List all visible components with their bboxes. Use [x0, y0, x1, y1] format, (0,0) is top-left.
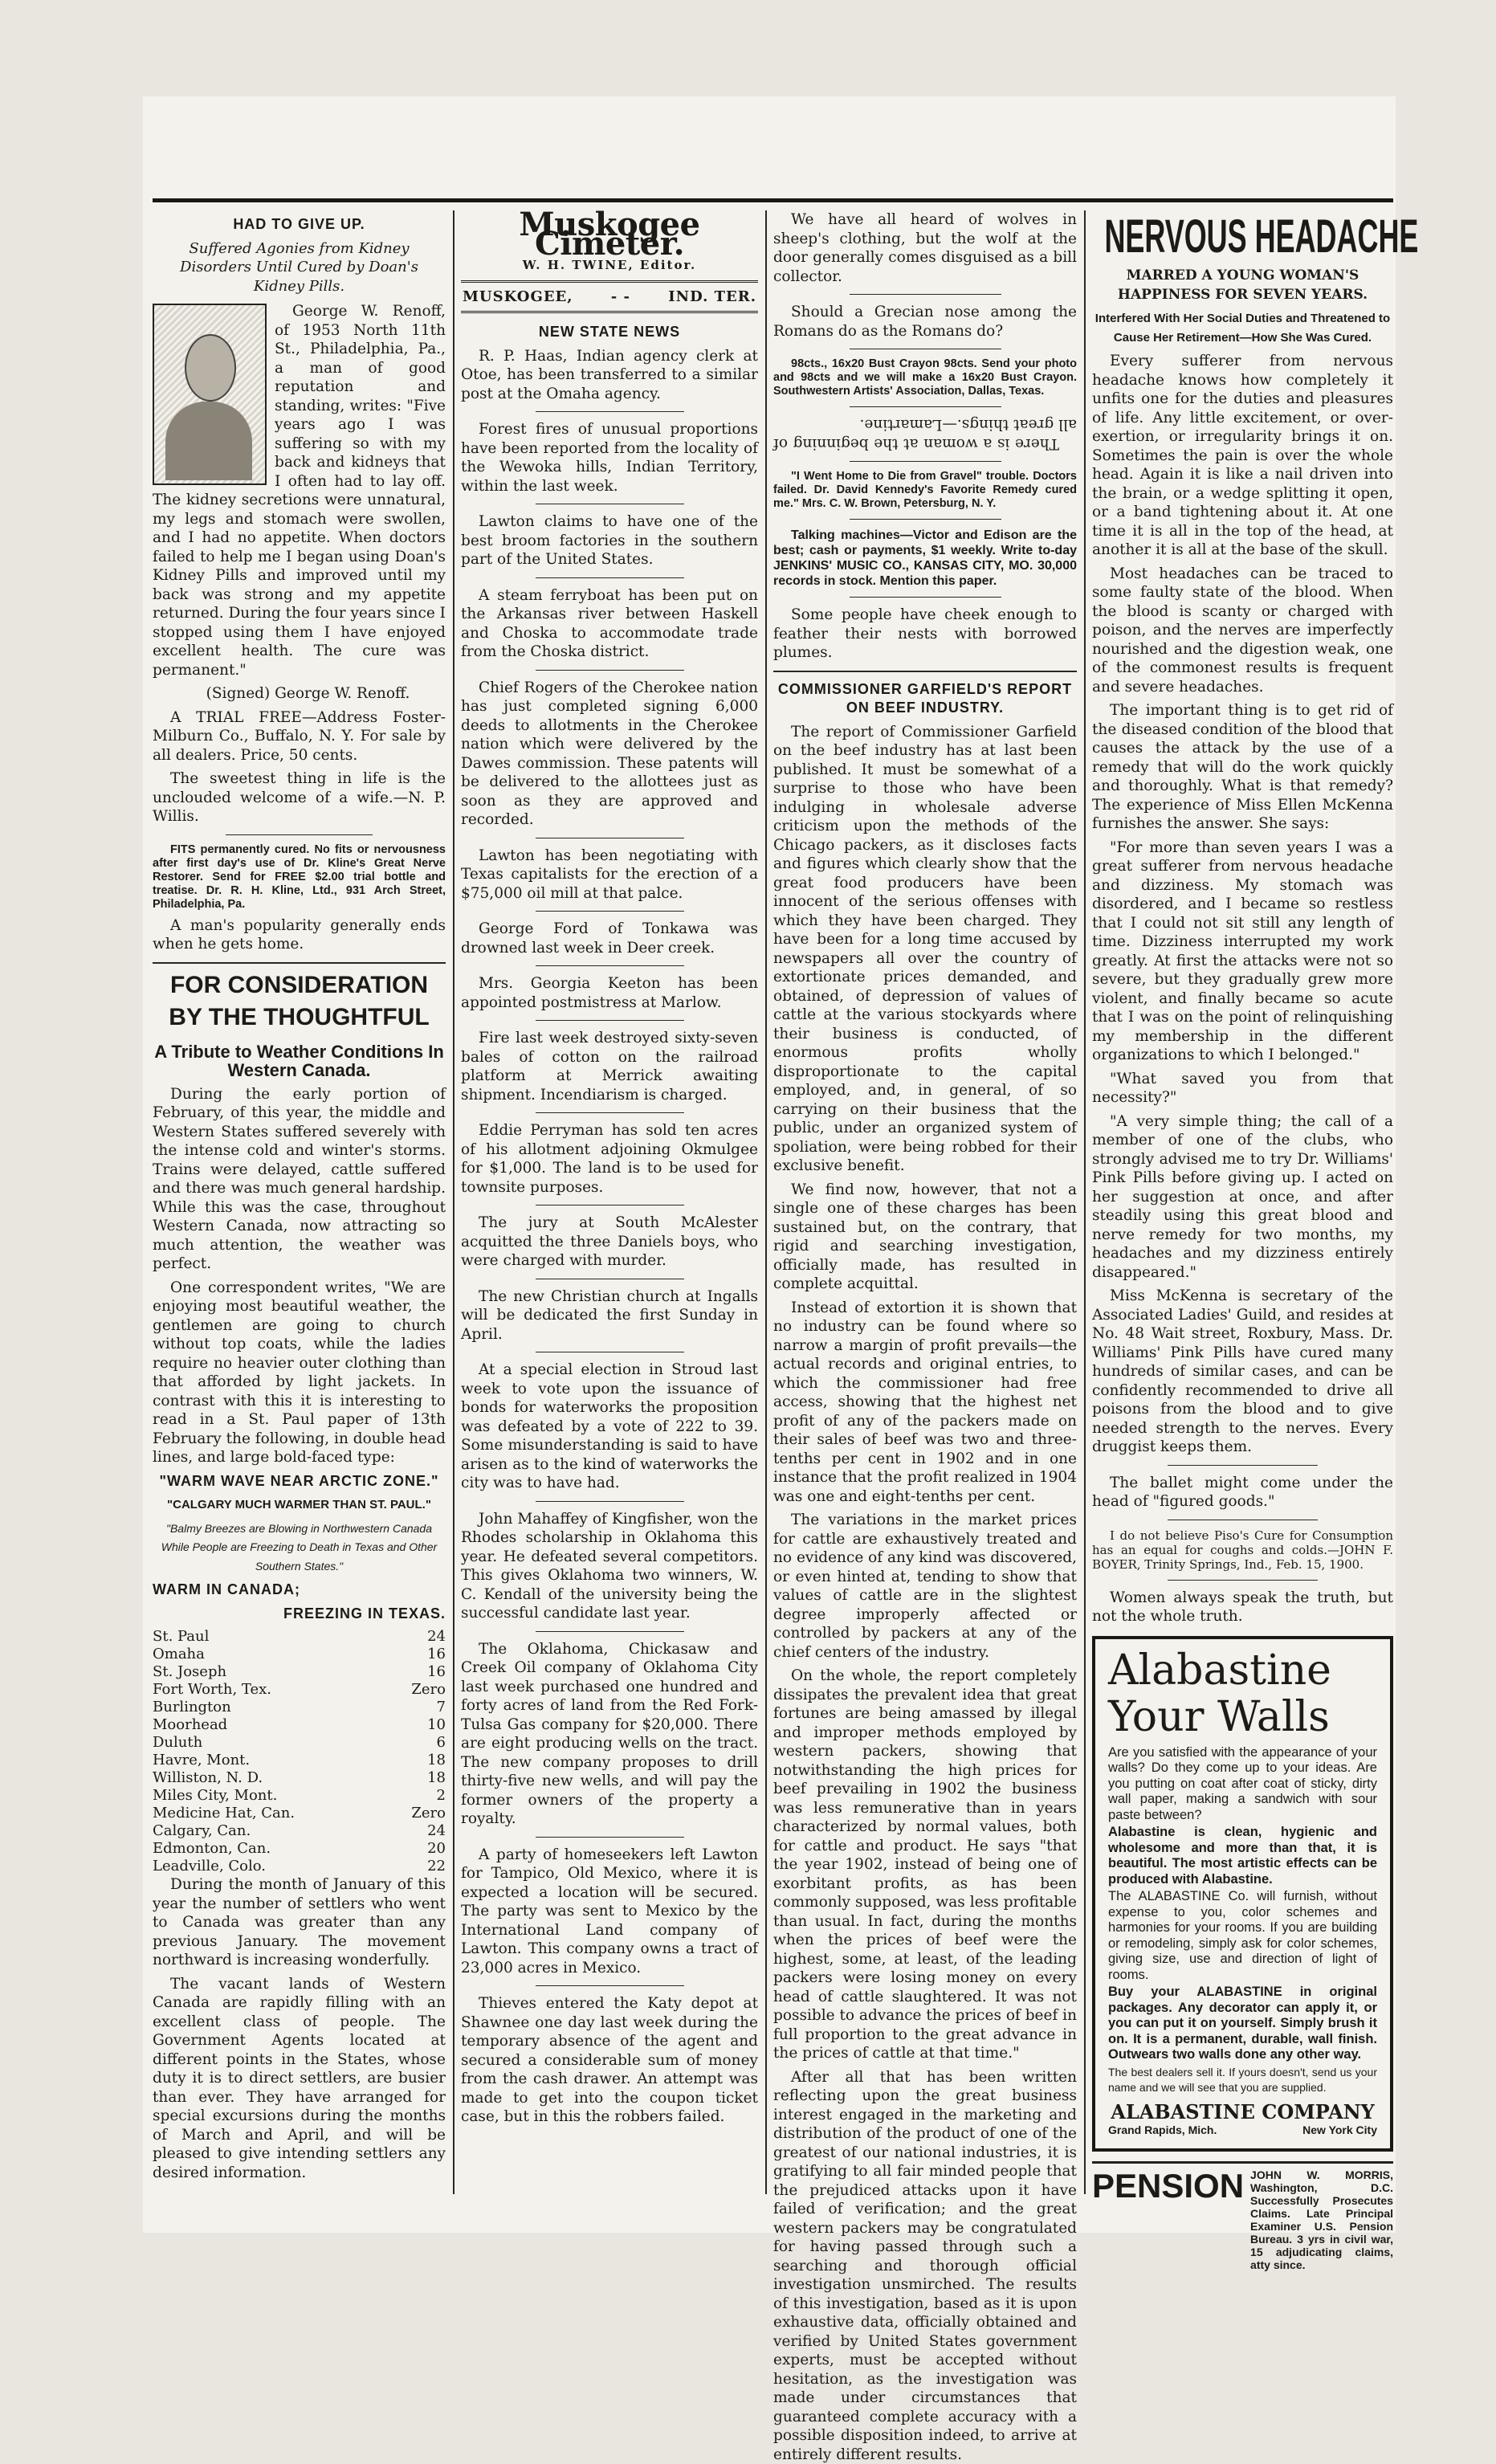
garfield-para: We find now, however, that not a single one of these charges has been sustained but, on the contrary, that rigid and searching investigation, officially made, has resulted in complete acquittal. — [773, 1181, 1077, 1294]
alabastine-para: The ALABASTINE Co. will furnish, without expense to you, color schemes and harmonies for your rooms. If you are building or remodeling, simply ask for color schemes, giving size, use and direction of light of rooms. — [1108, 1889, 1377, 1983]
headache-para: "A very simple thing; the call of a member of one of the clubs, who strongly advised me to try Dr. Williams' Pink Pills before giving up. I acted on her suggestion at once, and after steadily using this great blood and nerve remedy for two months, my headaches and my dizziness entirely disappeared." — [1092, 1112, 1393, 1283]
piso-ad: I do not believe Piso's Cure for Consumption has an equal for coughs and colds.—JOHN F. BOYER, Trinity Springs, Ind., Feb. 15, 1900. — [1092, 1528, 1393, 1572]
garfield-para: Instead of extortion it is shown that no industry can be found where so narrow a margin of profit prevails—the actual records and original entries, to which the commissioner had free access, showing that the highest net profit of any of the packers made on their sales of beef was two and three-tenths per cent in 1902 and in one instance that the profit realized in 1904 was one and eight-tenths per cent. — [773, 1299, 1077, 1507]
quote-warm-wave: "WARM WAVE NEAR ARCTIC ZONE." — [153, 1472, 446, 1491]
headline-garfield: COMMISSIONER GARFIELD'S REPORT ON BEEF INDUSTRY. — [773, 680, 1077, 718]
table-row: Omaha 16 — [153, 1646, 446, 1663]
canada-para-3: During the month of January of this year the number of settlers who went to Canada was greater than any previous January. The movement northward is increasing wonderfully. — [153, 1875, 446, 1970]
pension-ad — [1092, 2161, 1393, 2271]
table-row: Calgary, Can. 24 — [153, 1822, 446, 1840]
quote-calgary: "CALGARY MUCH WARMER THAN ST. PAUL." — [153, 1495, 446, 1515]
news-item: A party of homeseekers left Lawton for Tampico, Old Mexico, where it is expected a location will be secured. The party was sent to Mexico by the International Land company of Lawton. This company owns a tract of 23,000 acres in Mexico. — [461, 1846, 758, 1978]
dateline-territory: IND. TER. — [668, 288, 756, 307]
headache-para: "What saved you from that necessity?" — [1092, 1070, 1393, 1108]
dateline-dots: - - — [611, 288, 630, 307]
news-item: R. P. Haas, Indian agency clerk at Otoe, has been transferred to a similar post at the Omaha agency. — [461, 347, 758, 404]
renoff-signature: (Signed) George W. Renoff. — [153, 684, 446, 704]
table-row: Fort Worth, Tex. Zero — [153, 1681, 446, 1699]
alabastine-para: Buy your ALABASTINE in original packages. Any decorator can apply it, or you can put it on yourself. Simply brush it on. It is a permanent, durable, wall finish. Outwears two walls done any other way. — [1108, 1985, 1377, 2063]
alabastine-city-1: Grand Rapids, Mich. — [1108, 2121, 1217, 2140]
alabastine-company: ALABASTINE COMPANY — [1108, 2103, 1377, 2122]
garfield-para: The variations in the market prices for cattle are exhaustively treated and no evidence of any kind was discovered, or even hinted at, tending to show that values of cattle are in the slightest degree improperly affected or controlled by packers at any of the chief centers of the industry. — [773, 1511, 1077, 1662]
news-item: Fire last week destroyed sixty-seven bales of cotton on the railroad platform at Merrick awaiting shipment. Incendiarism is charged. — [461, 1029, 758, 1104]
headline-nervous-headache: NERVOUS HEADACHE — [1104, 212, 1380, 262]
headache-para: The important thing is to get rid of the diseased condition of the blood that causes the attack by the use of a remedy that will do the work quickly and thoroughly. What is that remedy? The experience of Miss Ellen McKenna furnishes the answer. She says: — [1092, 701, 1393, 834]
table-row: St. Paul 24 — [153, 1628, 446, 1646]
news-item: The jury at South McAlester acquitted the three Daniels boys, who were charged with murder. — [461, 1214, 758, 1271]
pension-text: JOHN W. MORRIS, Washington, D.C. Successfully Prosecutes Claims. Late Principal Examiner U.S. Pension Bureau. 3 yrs in civil war, 15 adjudicating claims, atty since. — [1250, 2168, 1393, 2271]
renoff-letter: George W. Renoff, of 1953 North 11th St., Philadelphia, Pa., a man of good reputation and standing, writes: "Five years ago I was suffering so with my back and kidneys that I often had to lay off. The kidney secretions were unnatural, my legs and stomach were swollen, and I had no appetite. When doctors failed to help me I began using Doan's Kidney Pills and improved until my back was strong and my appetite returned. During the four years since I stopped using them I have enjoyed excellent health. The cure was permanent." — [153, 302, 446, 679]
table-row: Williston, N. D. 18 — [153, 1769, 446, 1787]
gravel-ad: "I Went Home to Die from Gravel" trouble. Doctors failed. Dr. David Kennedy's Favorite Remedy cured me." Mrs. C. W. Brown, Petersburg, N. Y. — [773, 470, 1077, 511]
table-row: Moorhead 10 — [153, 1716, 446, 1734]
headline-thoughtful: BY THE THOUGHTFUL — [153, 1004, 446, 1031]
ballet-quip: The ballet might come under the head of "figured goods." — [1092, 1474, 1393, 1511]
subhead-kidney: Suffered Agonies from Kidney Disorders Until Cured by Doan's Kidney Pills. — [153, 239, 446, 296]
grecian-nose-quip: Should a Grecian nose among the Romans do as the Romans do? — [773, 303, 1077, 341]
alabastine-para: The best dealers sell it. If yours doesn't, send us your name and we will see that you are supplied. — [1108, 2065, 1377, 2096]
garfield-para: After all that has been written reflecting upon the great business interest engaged in the marketing and distribution of the product of one of the greatest of our national industries, it is gratifying to all fair minded people that the prejudiced attacks upon it have failed of verification; and the great western packers may be congratulated for having passed through such a searching and thorough official investigation unsmirched. The results of this investigation, based as it is upon exhaustive data, officially obtained and verified by United States government experts, must be accepted without hesitation, as the investigation was made under circumstances that guaranteed complete accuracy with a possible disposition indeed, to arrive at entirely different results. — [773, 2068, 1077, 2464]
portrait-illustration — [153, 304, 267, 485]
news-item: Forest fires of unusual proportions have been reported from the locality of the Wewoka hills, Indian Territory, within the last week. — [461, 420, 758, 496]
news-item: A steam ferryboat has been put on the Arkansas river between Haskell and Choska to accommodate trade from the Choska district. — [461, 586, 758, 662]
news-item: The Oklahoma, Chickasaw and Creek Oil company of Oklahoma City last week purchased one hundred and forty acres of land from the Red Fork-Tulsa Gas company for $20,000. There are eight producing wells on the tract. The new company proposes to drill thirty-five new wells, and will pay the former owners of the property a royalty. — [461, 1640, 758, 1829]
news-item: Lawton has been negotiating with Texas capitalists for the erection of a $75,000 oil mill at that palce. — [461, 846, 758, 904]
table-row: Edmonton, Can. 20 — [153, 1840, 446, 1858]
talking-machines-ad: Talking machines—Victor and Edison are the best; cash or payments, $1 weekly. Write to-day JENKINS' MUSIC CO., KANSAS CITY, MO. 30,000 records in stock. Mention this paper. — [773, 528, 1077, 589]
table-row: Havre, Mont. 18 — [153, 1752, 446, 1769]
news-item: Lawton claims to have one of the best broom factories in the southern part of the United States. — [461, 512, 758, 569]
lamartine-quote-inverted: There is a woman at the beginning of all great things.—Lamartine. — [773, 415, 1077, 453]
column-divider — [765, 210, 767, 2194]
canada-para-4: The vacant lands of Western Canada are rapidly filling with an excellent class of people. The Government Agents located at different points in the States, whose duty it is to direct settlers, are busier than ever. They have arranged for special excursions during the months of March and April, and will be pleased to give intending settlers any desired information. — [153, 1975, 446, 2183]
fits-ad: FITS permanently cured. No fits or nervousness after first day's use of Dr. Kline's Great Nerve Restorer. Send for FREE $2.00 trial bottle and treatise. Dr. R. H. Kline, Ltd., 931 Arch Street, Philadelphia, Pa. — [153, 843, 446, 912]
alabastine-address — [1108, 2121, 1377, 2140]
news-item: The new Christian church at Ingalls will be dedicated the first Sunday in April. — [461, 1287, 758, 1344]
pension-word: PENSION — [1092, 2168, 1244, 2204]
quote-warm-canada: WARM IN CANADA; — [153, 1581, 446, 1600]
editor-line: W. H. TWINE, Editor. — [461, 256, 758, 275]
quote-freezing-texas: FREEZING IN TEXAS. — [153, 1605, 446, 1624]
masthead: Muskogee Cimeter. — [461, 215, 758, 253]
headache-para: "For more than seven years I was a great sufferer from nervous headache and dizziness. My stomach was disordered, and I became so restless that I could not sit still any length of time. Dizziness interrupted my work greatly. At first the attacks were not so severe, but they gradually grew more violent, and finally became so acute that I was on the point of relinquishing my membership in the different organizations to which I belonged." — [1092, 838, 1393, 1065]
dateline-city: MUSKOGEE, — [463, 288, 573, 307]
news-item: At a special election in Stroud last week to vote upon the issuance of bonds for waterworks the proposition was defeated by a vote of 222 to 39. Some misunderstanding is said to have arisen as to the kind of waterworks the city was to have had. — [461, 1361, 758, 1493]
alabastine-para: Are you satisfied with the appearance of your walls? Do they come up to your ideas. Are you putting on coat after coat of sticky, dirty wall paper, making a sandwich with sour paste between? — [1108, 1745, 1377, 1824]
alabastine-ad — [1092, 1636, 1393, 2152]
alabastine-para: Alabastine is clean, hygienic and wholesome and more than that, it is beautiful. The most artistic effects can be produced with Alabastine. — [1108, 1825, 1377, 1887]
wolves-quip: We have all heard of wolves in sheep's clothing, but the wolf at the door generally comes disguised as a bill collector. — [773, 210, 1077, 286]
garfield-para: On the whole, the report completely dissipates the prevalent idea that great fortunes are being amassed by illegal and improper methods employed by western packers, showing that notwithstanding the high prices for beef prevailing in 1902 the business was less remunerative than in years characterized by normal values, both for cattle and product. He says "that the year 1902, instead of being one of exorbitant profits, as has been commonly supposed, was less profitable than usual. In fact, during the months when the prices of beef were the highest, some, at least, of the leading packers were losing money on every head of cattle slaughtered. It was not possible to advance the prices of beef in full proportion to the great advance in the prices of cattle at that time." — [773, 1666, 1077, 2063]
table-row: Miles City, Mont. 2 — [153, 1787, 446, 1805]
news-item: Chief Rogers of the Cherokee nation has just completed signing 6,000 deeds to allotments in the Cherokee nation which were delivered by the Dawes commission. These patents will be delivered to the allottees just as soon as they are approved and recorded. — [461, 679, 758, 830]
alabastine-title: Alabastine Your Walls — [1108, 1647, 1377, 1740]
table-row: Burlington 7 — [153, 1699, 446, 1716]
section-new-state-news: NEW STATE NEWS — [461, 323, 758, 342]
headline-consideration: FOR CONSIDERATION — [153, 972, 446, 999]
news-item: George Ford of Tonkawa was drowned last week in Deer creek. — [461, 920, 758, 957]
table-row: Medicine Hat, Can. Zero — [153, 1805, 446, 1822]
headline-had-to-give-up: HAD TO GIVE UP. — [153, 215, 446, 235]
column-2 — [461, 210, 758, 2202]
headache-para: Every sufferer from nervous headache knows how completely it unfits one for the duties and pleasures of life. Any little excitement, or over-exertion, or irregularity brings it on. Sometimes the pain is over the whole head. Again it is like a nail driven into the brain, or a wedge splitting it open, or a band tightening about it. At one time it is all in the top of the head, at another it is all at the base of the skull. — [1092, 352, 1393, 560]
top-rule — [153, 198, 1393, 202]
canada-para-2: One correspondent writes, "We are enjoying most beautiful weather, the gentlemen are going to church without top coats, while the ladies require no heavier outer clothing than that afforded by light jackets. In contrast with this it is interesting to read in a St. Paul paper of 13th February the following, in double head lines, and large bold-faced type: — [153, 1279, 446, 1467]
headline-tribute: A Tribute to Weather Conditions In Western Canada. — [153, 1042, 446, 1080]
sweetest-thing: The sweetest thing in life is the unclouded welcome of a wife.—N. P. Willis. — [153, 769, 446, 826]
canada-para-1: During the early portion of February, of this year, the middle and Western States suffered severely with the intense cold and winter's storms. Trains were delayed, cattle suffered and there was much general hardship. While this was the case, throughout Western Canada, now attracting so much attention, the weather was perfect. — [153, 1085, 446, 1274]
news-item: Eddie Perryman has sold ten acres of his allotment adjoining Okmulgee for $1,000. The land is to be used for townsite purposes. — [461, 1121, 758, 1197]
subhead-marred: MARRED A YOUNG WOMAN'S HAPPINESS FOR SEVEN YEARS. — [1092, 267, 1393, 304]
table-row: St. Joseph 16 — [153, 1663, 446, 1681]
cheek-quip: Some people have cheek enough to feather their nests with borrowed plumes. — [773, 606, 1077, 663]
news-item: Mrs. Georgia Keeton has been appointed postmistress at Marlow. — [461, 974, 758, 1012]
quote-balmy: "Balmy Breezes are Blowing in Northwestern Canada While People are Freezing to Death in Texas and Other Southern States." — [153, 1520, 446, 1577]
column-4 — [1092, 210, 1393, 2202]
women-quip: Women always speak the truth, but not the whole truth. — [1092, 1589, 1393, 1626]
table-row: Leadville, Colo. 22 — [153, 1858, 446, 1875]
news-item: Thieves entered the Katy depot at Shawnee one day last week during the temporary absence of the agent and secured a considerable sum of money from the cash drawer. An attempt was made to get into the coupon ticket case, but in this the robbers failed. — [461, 1994, 758, 2127]
news-item: John Mahaffey of Kingfisher, won the Rhodes scholarship in Oklahoma this year. He defeated several competitors. This gives Oklahoma two winners, W. C. Kendall of the university being the successful candidate last year. — [461, 1510, 758, 1623]
column-3 — [773, 210, 1077, 2202]
garfield-para: The report of Commissioner Garfield on the beef industry has at last been published. It must be somewhat of a surprise to those who have been indulging in wholesale adverse criticism upon the methods of the Chicago packers, as it discloses facts and figures which clearly show that the great food producers have been innocent of the serious offenses with which they have been charged. They have been for a long time accused by newspapers all over the country of extortionate prices demanded, and obtained, of depression of values of cattle at the various stockyards where their business is conducted, of enormous profits wholly disproportionate to the capital employed, and, in general, of so carrying on their business that the public, under an organized system of spoliation, were being robbed for their exclusive benefit. — [773, 723, 1077, 1176]
headache-para: Miss McKenna is secretary of the Associated Ladies' Guild, and resides at No. 48 Wait street, Roxbury, Mass. Dr. Williams' Pink Pills have cured many hundreds of similar cases, and can be confidently recommended to drive all poisons from the blood and to give needed strength to the nerves. Every druggist keeps them. — [1092, 1287, 1393, 1457]
headache-para: Most headaches can be traced to some faulty state of the blood. When the blood is scanty or charged with poison, and the nerves are imperfectly nourished and the digestion weak, one of the commonest results is frequent and severe headaches. — [1092, 565, 1393, 697]
alabastine-city-2: New York City — [1302, 2121, 1377, 2140]
trial-free: A TRIAL FREE—Address Foster-Milburn Co., Buffalo, N. Y. For sale by all dealers. Price, 50 cents. — [153, 708, 446, 765]
column-1 — [153, 210, 446, 2202]
column-divider — [453, 210, 455, 2194]
popularity-quip: A man's popularity generally ends when he gets home. — [153, 916, 446, 954]
dateline — [461, 280, 758, 314]
subhead-interfered: Interfered With Her Social Duties and Threatened to Cause Her Retirement—How She Was Cured. — [1092, 309, 1393, 347]
temperature-table — [153, 1628, 446, 1875]
table-row: Duluth 6 — [153, 1734, 446, 1752]
column-divider — [1084, 210, 1086, 2194]
crayon-ad: 98cts., 16x20 Bust Crayon 98cts. Send your photo and 98cts and we will make a 16x20 Bust Crayon. Southwestern Artists' Association, Dallas, Texas. — [773, 357, 1077, 398]
